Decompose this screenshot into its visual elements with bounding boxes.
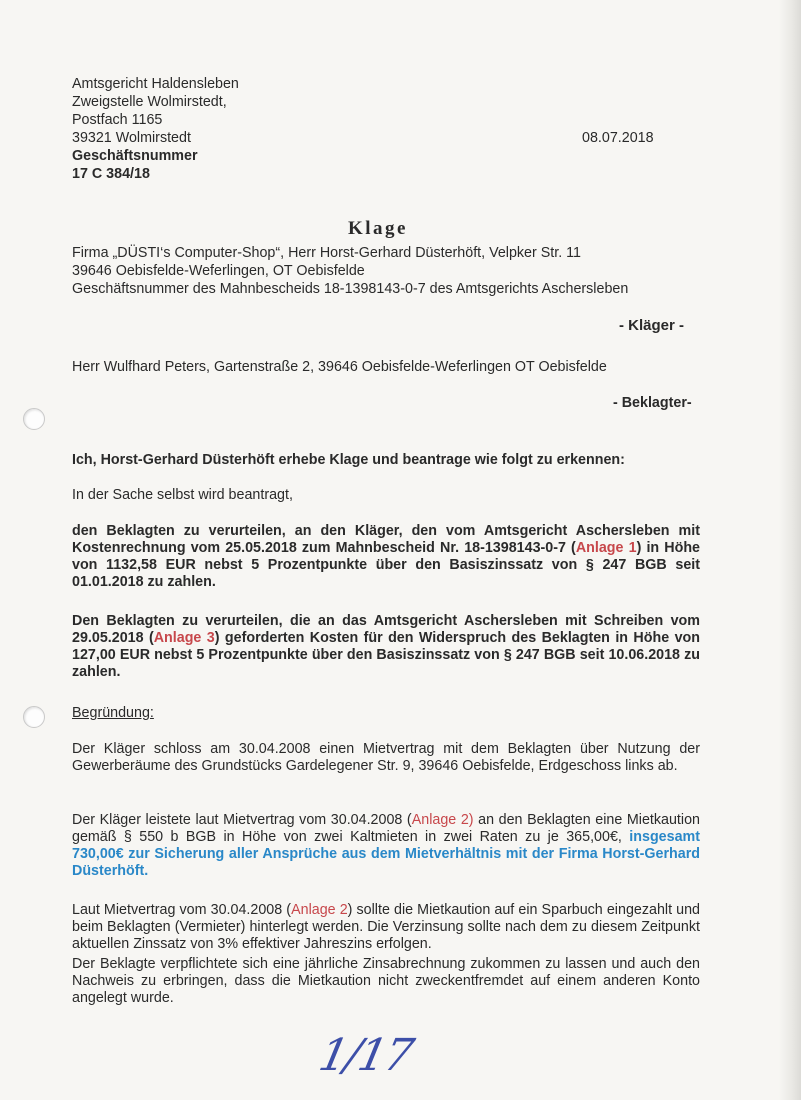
reasons-paragraph-1: Der Kläger schloss am 30.04.2008 einen Mietvertrag mit dem Beklagten über Nutzung der Gewerberäume des Grundstücks Gardelegener Str. 9, 39646 Oebisfelde, Erdgeschoss links ab. [72, 741, 700, 774]
para-2-annex: Anlage 2) [411, 812, 474, 828]
plaintiff-line-2: 39646 Oebisfelde-Weferlingen, OT Oebisfelde [72, 263, 365, 279]
claim-1-text-a: den Beklagten zu verurteilen, an den Kläger, den vom Amtsgericht Aschersleben mit Kostenrechnung vom 25.05.2018 zum Mahnbescheid Nr. 18-1398143-0-7 ( [72, 523, 700, 556]
court-branch: Zweigstelle Wolmirstedt, [72, 94, 227, 110]
para-3-text-a: Laut Mietvertrag vom 30.04.2008 ( [72, 902, 292, 918]
defendant-line: Herr Wulfhard Peters, Gartenstraße 2, 39646 Oebisfelde-Weferlingen OT Oebisfelde [72, 359, 607, 375]
punch-hole-lower [23, 706, 45, 728]
para-2-text-b: an den Beklagten eine Mietkaution gemäß § 550 b BGB in Höhe von zwei Kaltmieten in zwei Raten zu je 365,00€, [72, 812, 700, 845]
intro-statement: Ich, Horst-Gerhard Düsterhöft erhebe Klage und beantrage wie folgt zu erkennen: [72, 452, 625, 468]
court-po-box: Postfach 1165 [72, 112, 163, 128]
letter-date: 08.07.2018 [582, 130, 654, 146]
reasons-paragraph-2 [72, 812, 700, 880]
document-title: Klage [348, 218, 408, 239]
subject-statement: In der Sache selbst wird beantragt, [72, 487, 293, 503]
punch-hole-upper [23, 408, 45, 430]
claim-2 [72, 613, 700, 681]
claim-2-annex: Anlage 3 [153, 630, 215, 646]
paper-edge-shadow [779, 0, 801, 1100]
reasons-paragraph-3 [72, 902, 700, 953]
claim-2-text-b: ) geforderten Kosten für den Widerspruch des Beklagten in Höhe von 127,00 EUR nebst 5 Prozentpunkte über den Basiszinssatz von § 247 BGB seit 10.06.2018 zu zahlen. [72, 630, 700, 680]
court-name: Amtsgericht Haldensleben [72, 76, 239, 92]
claim-1-text-b: ) in Höhe von 1132,58 EUR nebst 5 Prozentpunkte über den Basiszinssatz von § 247 BGB seit 01.01.2018 zu zahlen. [72, 540, 700, 590]
case-number-label: Geschäftsnummer [72, 148, 198, 164]
plaintiff-line-3: Geschäftsnummer des Mahnbescheids 18-1398143-0-7 des Amtsgerichts Aschersleben [72, 281, 629, 297]
para-3-annex: Anlage 2 [291, 902, 348, 918]
reasons-heading: Begründung: [72, 705, 154, 721]
handwritten-page-number: 1/17 [314, 1030, 417, 1081]
claim-2-text-a: Den Beklagten zu verurteilen, die an das Amtsgericht Aschersleben mit Schreiben vom 29.05.2018 ( [72, 613, 700, 646]
plaintiff-line-1: Firma „DÜSTI‘s Computer-Shop“, Herr Horst-Gerhard Düsterhöft, Velpker Str. 11 [72, 245, 582, 261]
case-number: 17 C 384/18 [72, 166, 150, 182]
claim-1 [72, 523, 700, 591]
court-city: 39321 Wolmirstedt [72, 130, 191, 146]
defendant-role: - Beklagter- [613, 395, 692, 411]
plaintiff-role: - Kläger - [619, 317, 685, 334]
reasons-paragraph-4: Der Beklagte verpflichtete sich eine jährliche Zinsabrechnung zukommen zu lassen und auch den Nachweis zu erbringen, dass die Mietkaution nicht zweckentfremdet auf einem anderen Konto angelegt wurde. [72, 956, 700, 1006]
para-2-text-a: Der Kläger leistete laut Mietvertrag vom 30.04.2008 ( [72, 812, 412, 828]
para-2-highlight: insgesamt 730,00€ zur Sicherung aller Ansprüche aus dem Mietverhältnis mit der Firma Horst-Gerhard Düsterhöft. [72, 829, 700, 879]
para-3-text-b: ) sollte die Mietkaution auf ein Sparbuch eingezahlt und beim Beklagten (Vermieter) hinterlegt werden. Die Verzinsung sollte nach dem zu diesem Zeitpunkt aktuellen Zinssatz von 3% effektiver Jahreszins erfolgen. [72, 902, 700, 952]
claim-1-annex: Anlage 1 [575, 540, 637, 556]
